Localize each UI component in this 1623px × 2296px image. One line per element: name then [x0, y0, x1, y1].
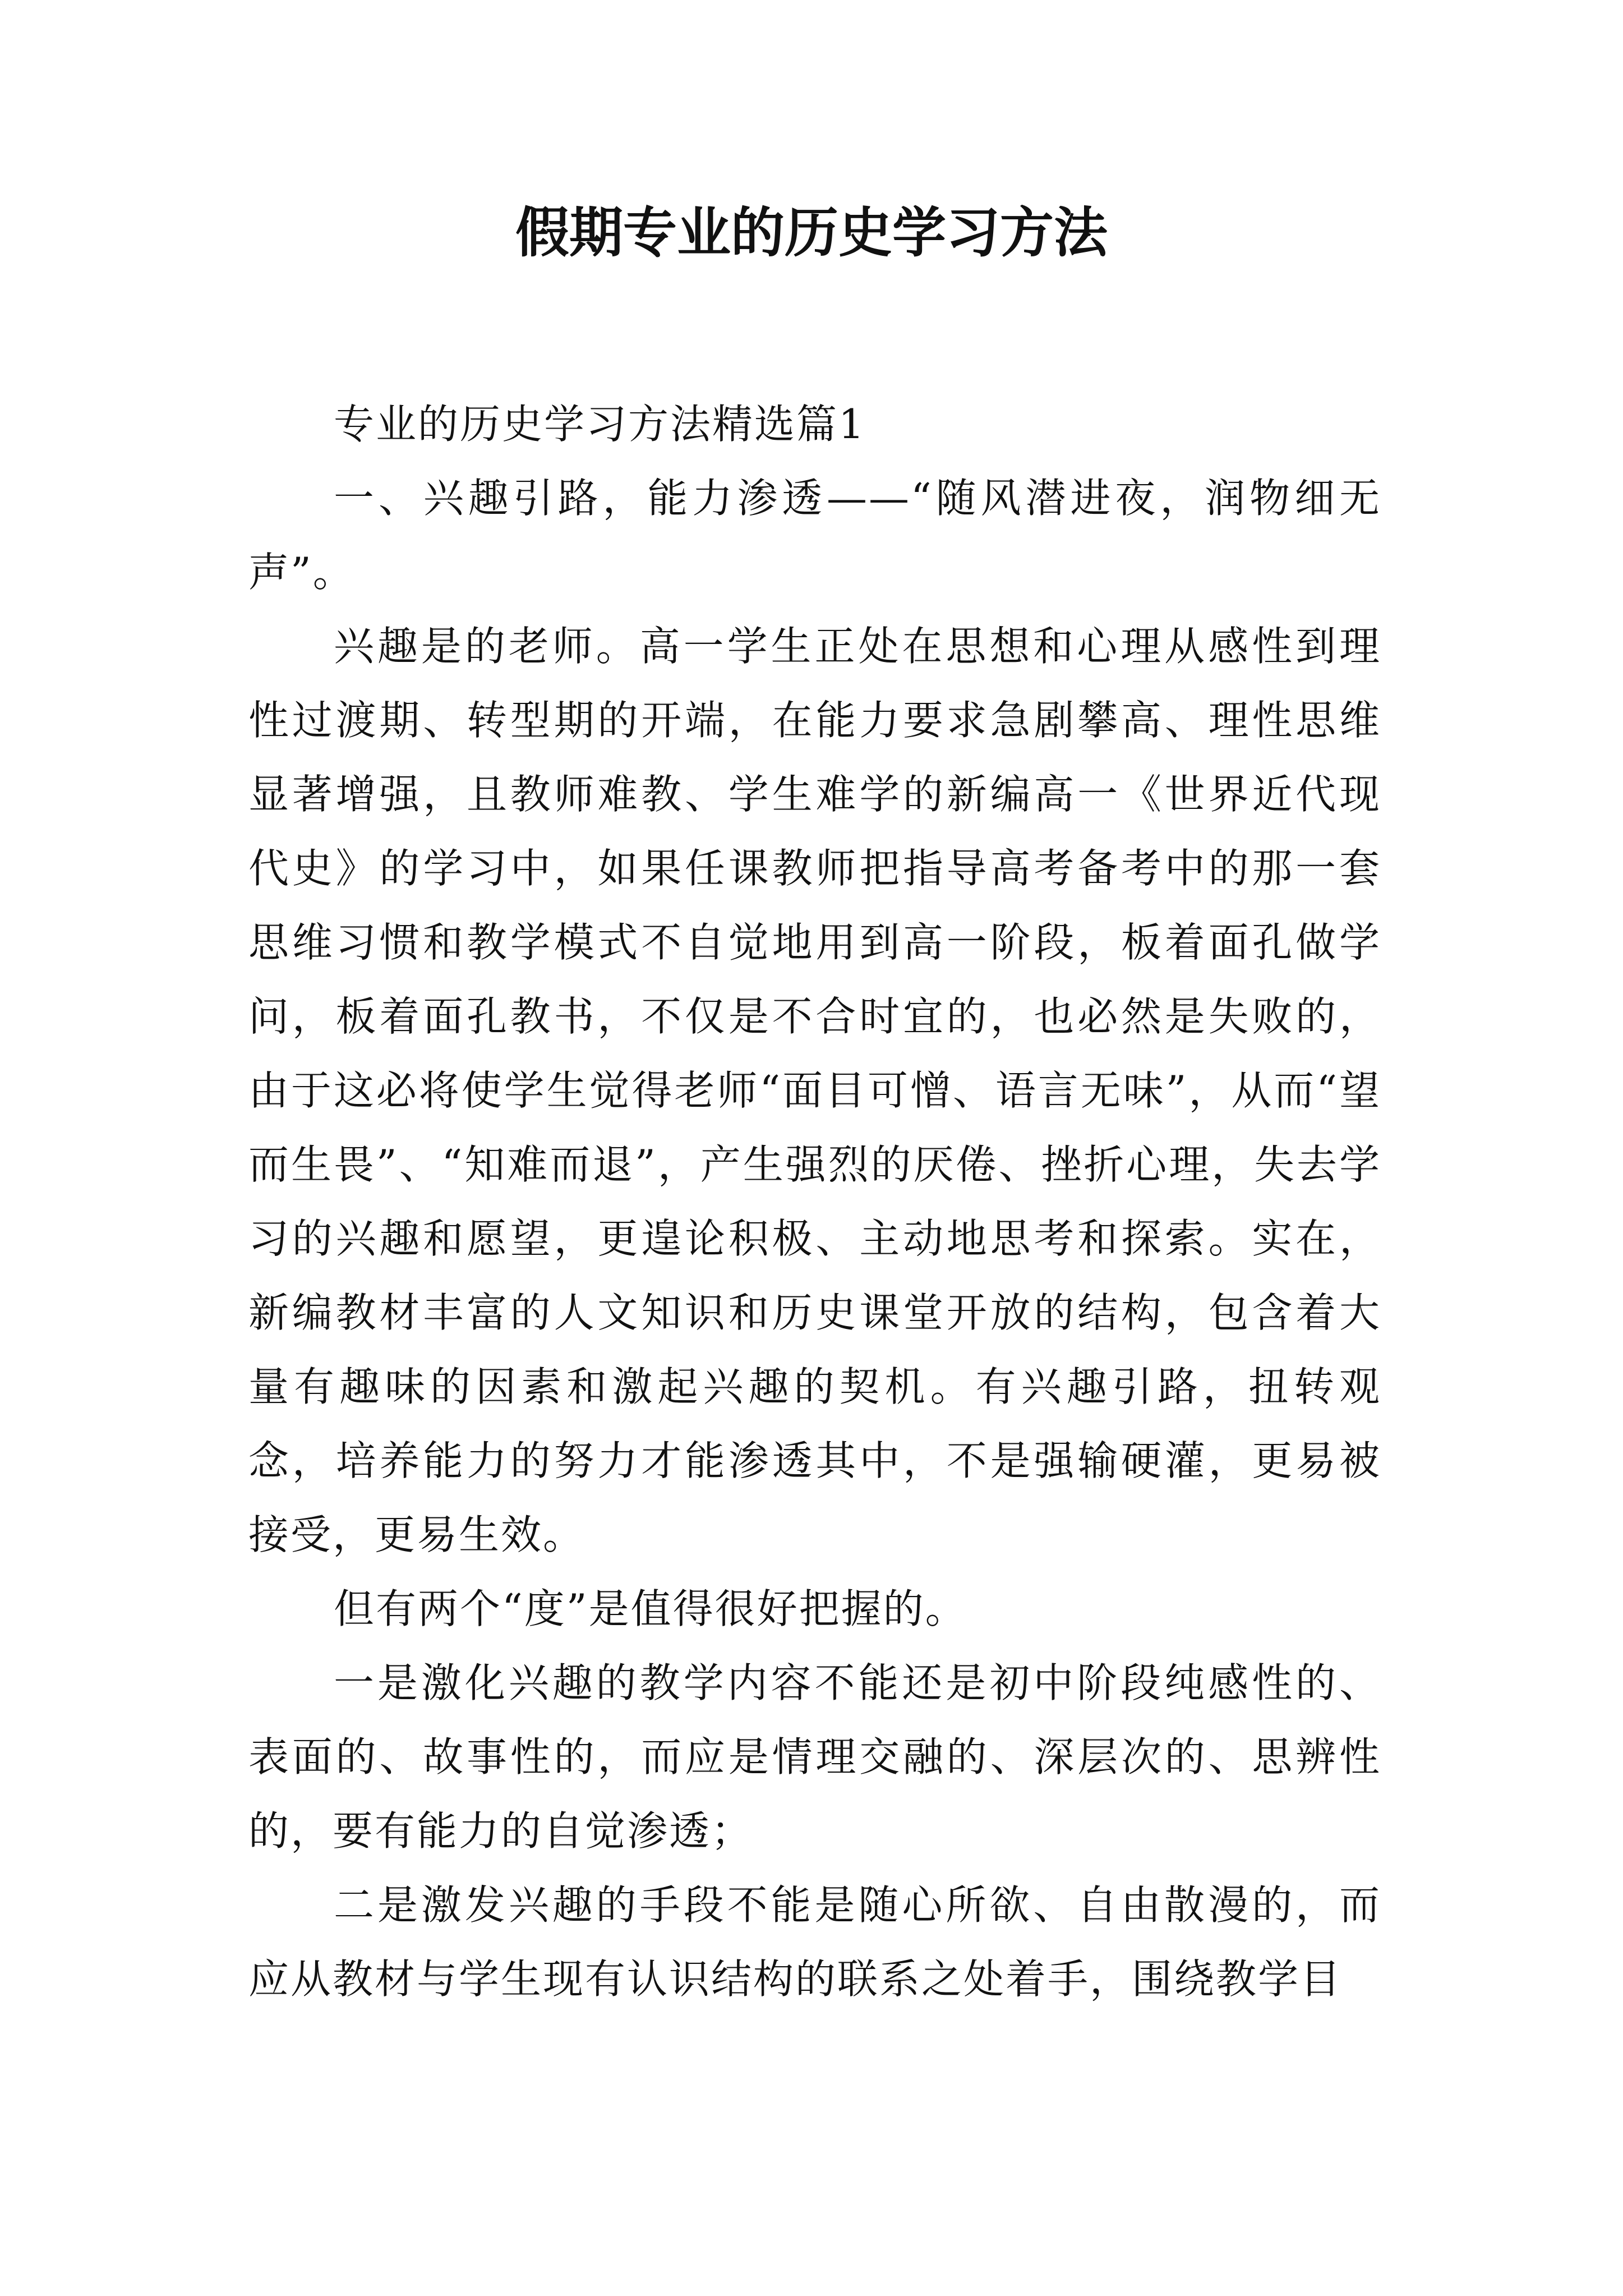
paragraph-body: 兴趣是的老师。高一学生正处在思想和心理从感性到理性过渡期、转型期的开端，在能力要求急剧攀高、理性思维显著增强，且教师难教、学生难学的新编高一《世界近代现代史》的学习中，如果任课教师把指导高考备考中的那一套思维习惯和教学模式不自觉地用到高一阶段，板着面孔做学问，板着面孔教书，不仅是不合时宜的，也必然是失败的，由于这必将使学生觉得老师“面目可憎、语言无味”，从而“望而生畏”、“知难而退”，产生强烈的厌倦、挫折心理，失去学习的兴趣和愿望，更遑论积极、主动地思考和探索。实在，新编教材丰富的人文知识和历史课堂开放的结构，包含着大量有趣味的因素和激起兴趣的契机。有兴趣引路，扭转观念，培养能力的努力才能渗透其中，不是强输硬灌，更易被接受，更易生效。 [248, 623, 1381, 1558]
document-title: 假期专业的历史学习方法 [515, 201, 1108, 264]
paragraph-body: 一是激化兴趣的教学内容不能还是初中阶段纯感性的、表面的、故事性的，而应是情理交融的、深层次的、思辨性的，要有能力的自觉渗透； [248, 1659, 1381, 1855]
paragraph-body: 但有两个“度”是值得很好把握的。 [334, 1585, 967, 1632]
paragraph-body: 二是激发兴趣的手段不能是随心所欲、自由散漫的，而应从教材与学生现有认识结构的联系之处着手，围绕教学目 [248, 1881, 1381, 2003]
paragraph-section-heading: 专业的历史学习方法精选篇1 [334, 401, 866, 448]
paragraph-subheading: 一、兴趣引路，能力渗透——“随风潜进夜，润物细无声”。 [248, 475, 1381, 596]
document-body [248, 387, 1381, 2016]
